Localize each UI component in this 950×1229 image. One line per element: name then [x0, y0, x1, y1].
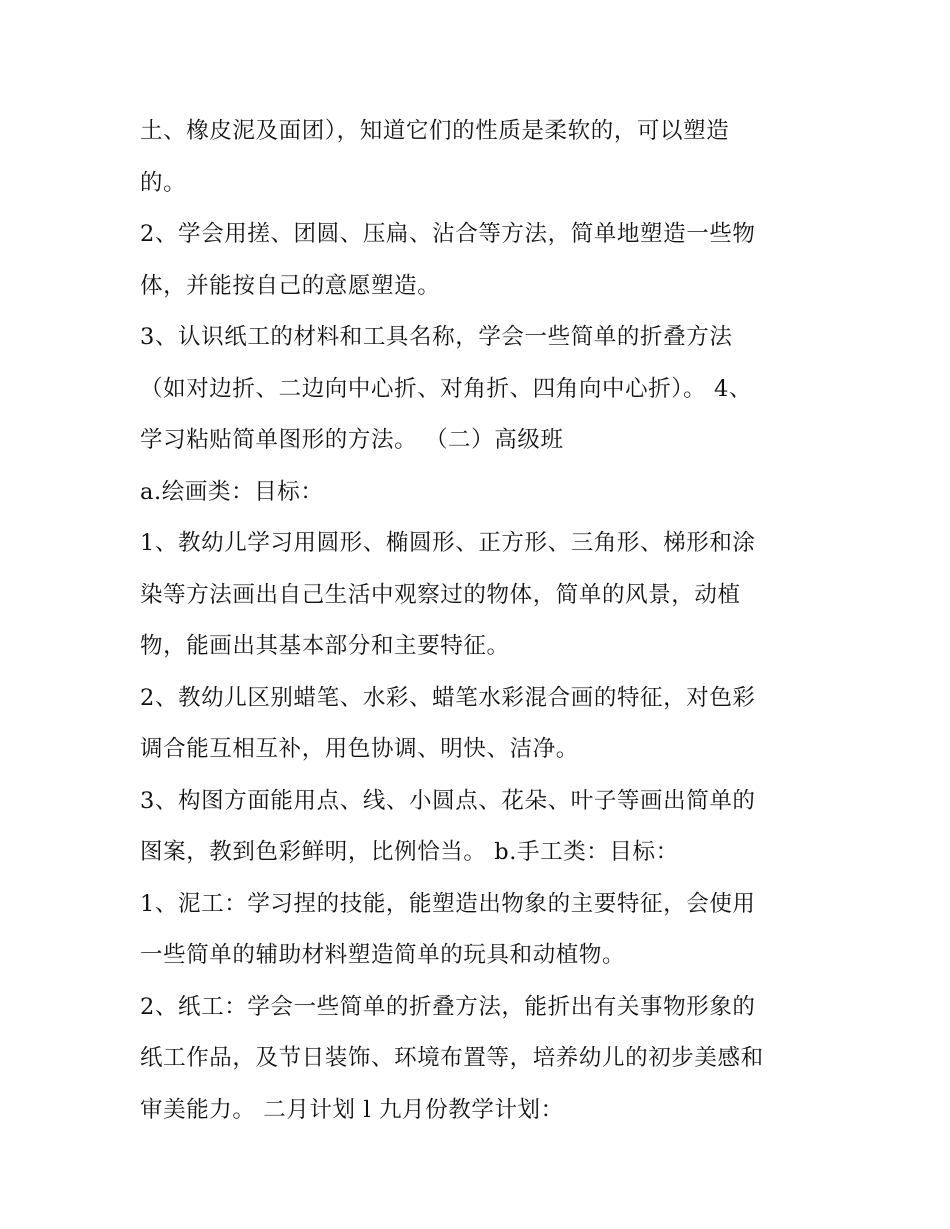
text-line-10: 染等方法画出自己生活中观察过的物体，简单的风景，动植: [140, 581, 741, 608]
text-line-17: 一些简单的辅助材料塑造简单的玩具和动植物。: [140, 942, 626, 968]
text-line-14: 3、构图方面能用点、线、小圆点、花朵、叶子等画出简单的: [140, 787, 756, 814]
text-line-11: 物，能画出其基本部分和主要特征。: [140, 633, 510, 659]
text-line-18: 2、纸工：学会一些简单的折叠方法，能折出有关事物形象的: [140, 993, 756, 1020]
text-line-12: 2、教幼儿区别蜡笔、水彩、蜡笔水彩混合画的特征，对色彩: [140, 684, 756, 711]
text-line-8: a.绘画类：目标：: [140, 478, 324, 505]
text-line-6: （如对边折、二边向中心折、对角折、四角向中心折）。 4、: [140, 375, 753, 402]
text-line-15: 图案，教到色彩鲜明，比例恰当。 b.手工类：目标：: [140, 839, 679, 865]
text-line-19: 纸工作品，及节日装饰、环境布置等，培养幼儿的初步美感和: [140, 1045, 764, 1071]
text-line-13: 调合能互相互补，用色协调、明快、洁净。: [140, 736, 579, 762]
text-line-2: 的。: [140, 169, 187, 196]
body-text: [140, 106, 830, 1136]
text-line-4: 体，并能按自己的意愿塑造。: [140, 272, 441, 299]
text-line-7: 学习粘贴简单图形的方法。 （二）高级班: [140, 427, 564, 453]
text-line-3: 2、学会用搓、团圆、压扁、沾合等方法，简单地塑造一些物: [140, 221, 756, 247]
text-line-20: 审美能力。 二月计划 l 九月份教学计划：: [140, 1096, 564, 1123]
text-line-1: 土、橡皮泥及面团），知道它们的性质是柔软的，可以塑造: [140, 118, 730, 144]
text-line-9: 1、教幼儿学习用圆形、椭圆形、正方形、三角形、梯形和涂: [140, 530, 756, 556]
text-line-5: 3、认识纸工的材料和工具名称，学会一些简单的折叠方法: [140, 324, 733, 350]
text-line-16: 1、泥工：学习捏的技能，能塑造出物象的主要特征，会使用: [140, 890, 756, 917]
